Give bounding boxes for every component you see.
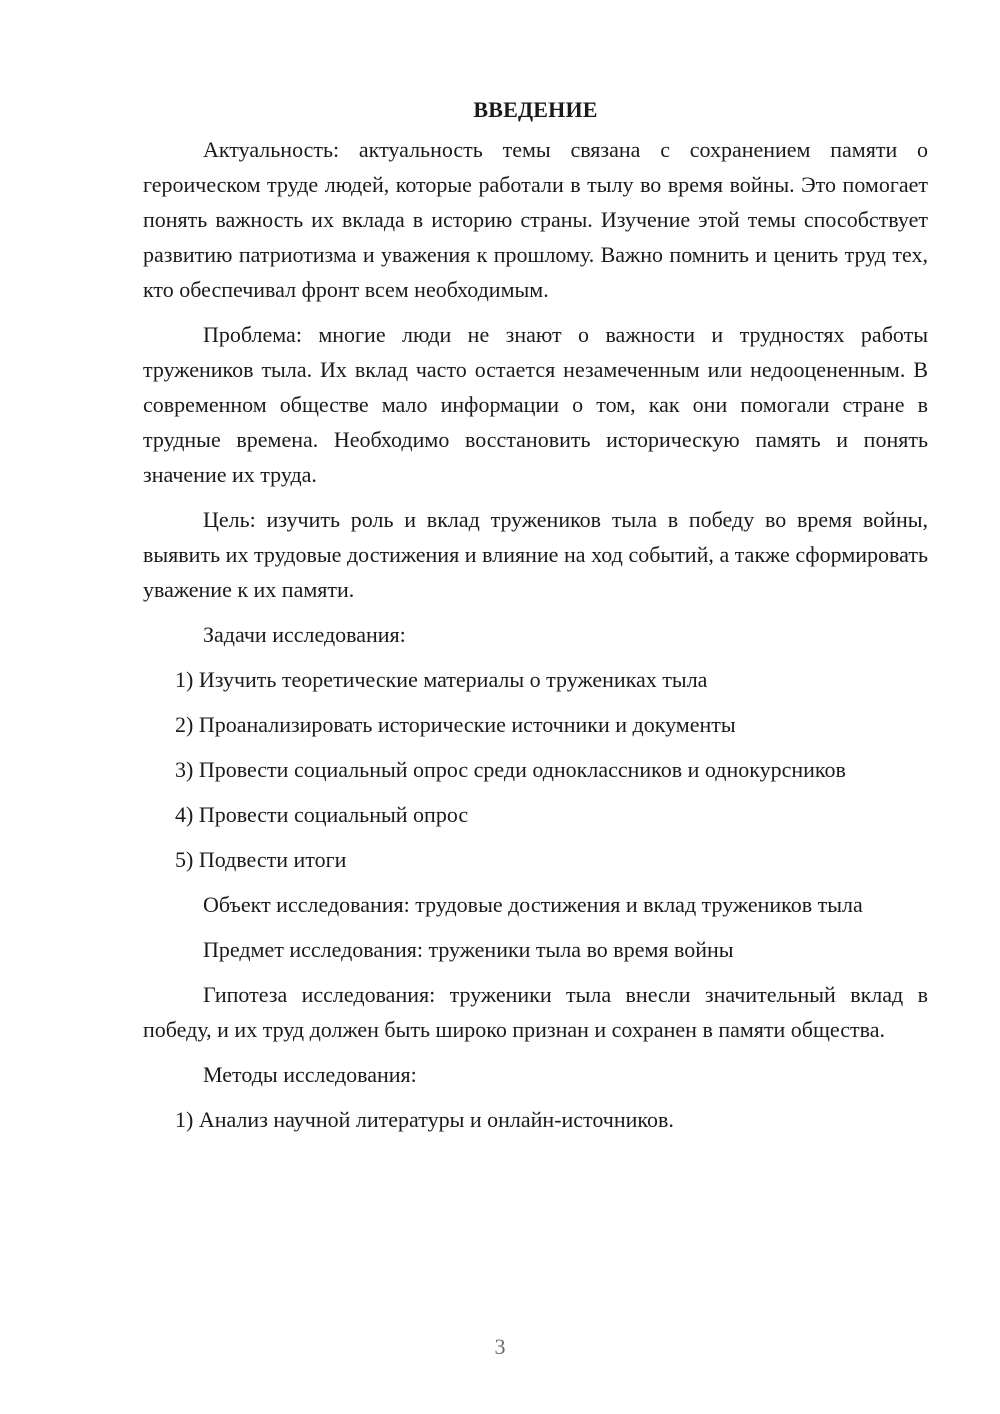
document-page — [143, 92, 928, 1147]
task-item-5: 5) Подвести итоги — [175, 847, 347, 872]
hypothesis-paragraph: Гипотеза исследования: труженики тыла внесли значительный вклад в победу, и их труд должен быть широко признан и сохранен в памяти общества. — [143, 982, 928, 1042]
methods-heading: Методы исследования: — [203, 1062, 417, 1087]
task-item-4: 4) Провести социальный опрос — [175, 802, 469, 827]
task-item-1: 1) Изучить теоретические материалы о тружениках тыла — [175, 667, 708, 692]
goal-paragraph: Цель: изучить роль и вклад тружеников тыла в победу во время войны, выявить их трудовые достижения и влияние на ход событий, а также сформировать уважение к их памяти. — [143, 507, 928, 602]
problem-paragraph: Проблема: многие люди не знают о важности и трудностях работы тружеников тыла. Их вклад часто остается незамеченным или недооцененным. В современном обществе мало информации о том, как они помогали стране в трудные времена. Необходимо восстановить историческую память и понять значение их труда. — [143, 322, 928, 487]
page-number: 3 — [494, 1334, 506, 1359]
task-item-2: 2) Проанализировать исторические источники и документы — [175, 712, 736, 737]
tasks-heading: Задачи исследования: — [203, 622, 406, 647]
relevance-paragraph: Актуальность: актуальность темы связана с сохранением памяти о героическом труде людей, которые работали в тылу во время войны. Это помогает понять важность их вклада в историю страны. Изучение этой темы способствует развитию патриотизма и уважения к прошлому. Важно помнить и ценить труд тех, кто обеспечивал фронт всем необходимым. — [143, 137, 928, 302]
method-item-1: 1) Анализ научной литературы и онлайн-источников. — [175, 1107, 674, 1132]
task-item-3: 3) Провести социальный опрос среди одноклассников и однокурсников — [175, 757, 846, 782]
subject-paragraph: Предмет исследования: труженики тыла во время войны — [203, 937, 734, 962]
object-paragraph: Объект исследования: трудовые достижения и вклад тружеников тыла — [203, 892, 863, 917]
page-title: ВВЕДЕНИЕ — [473, 97, 598, 122]
